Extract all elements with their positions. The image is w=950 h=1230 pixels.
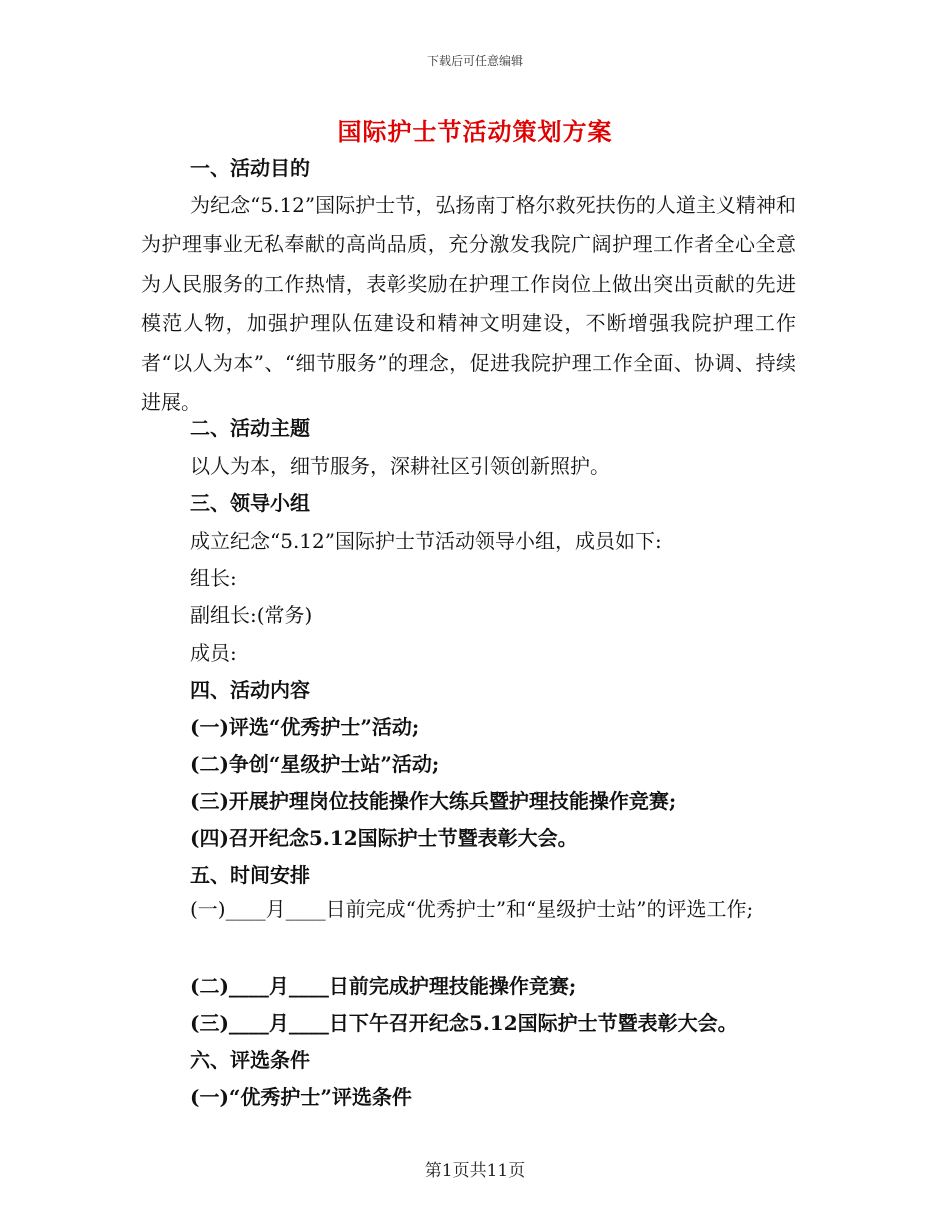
content-item-4: (四)召开纪念5.12国际护士节暨表彰大会。: [190, 826, 578, 850]
section-3-body: 成立纪念“5.12”国际护士节活动领导小组，成员如下:: [190, 529, 662, 553]
criteria-subheading-1: (一)“优秀护士”评选条件: [190, 1085, 412, 1109]
content-item-2: (二)争创“星级护士站”活动;: [190, 752, 440, 776]
document-title: 国际护士节活动策划方案: [337, 117, 613, 146]
section-heading-6: 六、评选条件: [190, 1048, 310, 1072]
schedule-item-2: (二)____月____日前完成护理技能操作竞赛;: [190, 974, 577, 998]
section-1-body: [141, 186, 796, 422]
members-line: 成员:: [190, 641, 237, 665]
schedule-item-1-text: (一)____月____日前完成“优秀护士”和“星级护士站”的评选工作;: [190, 897, 754, 921]
vice-leader-line: 副组长:(常务): [190, 603, 313, 627]
section-heading-4: 四、活动内容: [190, 678, 310, 702]
section-2-body: 以人为本，细节服务，深耕社区引领创新照护。: [190, 454, 610, 478]
section-heading-2: 二、活动主题: [190, 416, 310, 440]
leader-line: 组长:: [190, 566, 237, 590]
page-footer: 第1页共11页: [424, 1161, 526, 1181]
content-item-3: (三)开展护理岗位技能操作大练兵暨护理技能操作竞赛;: [190, 789, 677, 813]
page-header: 下载后可任意编辑: [426, 54, 523, 68]
schedule-item-1: [141, 890, 796, 929]
section-heading-5: 五、时间安排: [190, 863, 310, 887]
section-heading-3: 三、领导小组: [190, 491, 310, 515]
content-item-1: (一)评选“优秀护士”活动;: [190, 715, 420, 739]
schedule-item-3: (三)____月____日下午召开纪念5.12国际护士节暨表彰大会。: [190, 1011, 738, 1035]
section-1-text: 为纪念“5.12”国际护士节，弘扬南丁格尔救死扶伤的人道主义精神和为护理事业无私奉献的高尚品质，充分激发我院广阔护理工作者全心全意为人民服务的工作热情，表彰奖励在护理工作岗位上做出突出贡献的先进模范人物，加强护理队伍建设和精神文明建设，不断增强我院护理工作者“以人为本”、“细节服务”的理念，促进我院护理工作全面、协调、持续进展。: [141, 193, 796, 415]
section-heading-1: 一、活动目的: [190, 156, 310, 180]
